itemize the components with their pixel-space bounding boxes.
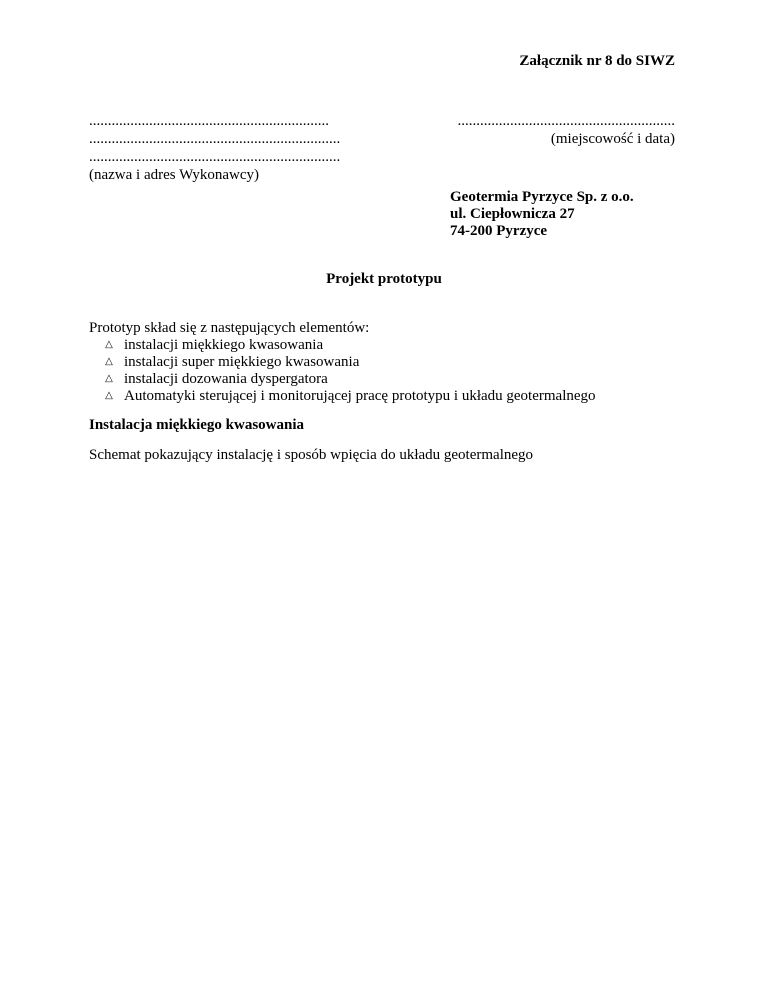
attachment-title: Załącznik nr 8 do SIWZ	[519, 53, 675, 69]
contractor-dots-line-1: ................................................................	[89, 113, 329, 129]
project-title: Projekt prototypu	[326, 271, 442, 287]
composition-list	[102, 336, 596, 404]
list-item	[102, 370, 596, 387]
recipient-name: Geotermia Pyrzyce Sp. z o.o.	[450, 189, 634, 205]
list-item	[102, 336, 596, 353]
composition-intro: Prototyp skład się z następujących elementów:	[89, 320, 370, 336]
contractor-dots-line-2: ...................................................................	[89, 131, 341, 147]
triangle-bullet-icon: △	[105, 339, 113, 350]
list-item-label: instalacji dozowania dyspergatora	[124, 370, 328, 387]
section-text: Schemat pokazujący instalację i sposób wpięcia do układu geotermalnego	[89, 447, 534, 463]
list-item-label: instalacji miękkiego kwasowania	[124, 336, 324, 353]
recipient-street: ul. Ciepłownicza 27	[450, 206, 575, 222]
list-item-label: instalacji super miękkiego kwasowania	[124, 353, 360, 370]
list-item	[102, 387, 596, 404]
place-date-label: (miejscowość i data)	[550, 131, 675, 147]
contractor-block	[89, 112, 340, 184]
triangle-bullet-icon: △	[105, 356, 113, 367]
triangle-bullet-icon: △	[105, 373, 113, 384]
place-date-dots: ..........................................................	[457, 113, 675, 129]
list-item	[102, 353, 596, 370]
list-item-label: Automatyki sterującej i monitorującej pracę prototypu i układu geotermalnego	[124, 387, 596, 404]
triangle-bullet-icon: △	[105, 390, 113, 401]
recipient-address	[450, 188, 634, 239]
recipient-city: 74-200 Pyrzyce	[450, 223, 548, 239]
contractor-dots-line-3: ...................................................................	[89, 149, 341, 165]
section-heading: Instalacja miękkiego kwasowania	[89, 417, 305, 433]
contractor-label: (nazwa i adres Wykonawcy)	[89, 167, 259, 183]
place-date-block	[445, 112, 675, 148]
